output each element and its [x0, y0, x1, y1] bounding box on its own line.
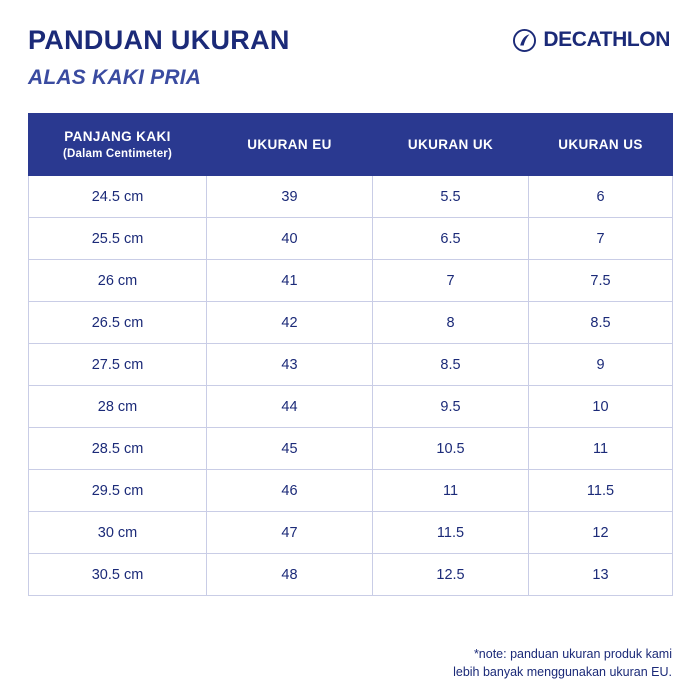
cell-us: 7.5 [529, 260, 673, 302]
column-header-line1: UKURAN US [558, 137, 643, 153]
column-header-uk [373, 114, 529, 176]
footnote-line-2: lebih banyak menggunakan ukuran EU. [453, 665, 672, 680]
cell-uk: 7 [373, 260, 529, 302]
decathlon-logo-icon [513, 29, 536, 52]
table-row [29, 302, 673, 344]
cell-us: 10 [529, 386, 673, 428]
cell-uk: 11.5 [373, 512, 529, 554]
table-row [29, 218, 673, 260]
cell-eu: 46 [207, 470, 373, 512]
column-header-us [529, 114, 673, 176]
cell-foot-length: 29.5 cm [29, 470, 207, 512]
cell-eu: 40 [207, 218, 373, 260]
cell-eu: 43 [207, 344, 373, 386]
cell-foot-length: 25.5 cm [29, 218, 207, 260]
cell-eu: 42 [207, 302, 373, 344]
cell-foot-length: 27.5 cm [29, 344, 207, 386]
cell-us: 9 [529, 344, 673, 386]
column-header-line1: UKURAN UK [407, 137, 494, 153]
cell-foot-length: 30.5 cm [29, 554, 207, 596]
brand-name: DECATHLON [543, 28, 670, 51]
cell-uk: 11 [373, 470, 529, 512]
cell-us: 12 [529, 512, 673, 554]
cell-eu: 45 [207, 428, 373, 470]
cell-uk: 12.5 [373, 554, 529, 596]
column-header-line1: PANJANG KAKI [64, 129, 171, 145]
cell-eu: 41 [207, 260, 373, 302]
cell-uk: 9.5 [373, 386, 529, 428]
footnote [453, 645, 672, 683]
cell-uk: 10.5 [373, 428, 529, 470]
table-row [29, 344, 673, 386]
column-header-line1: UKURAN EU [247, 137, 332, 153]
size-chart-table [28, 113, 673, 596]
table-row [29, 428, 673, 470]
page-title: PANDUAN UKURAN [28, 25, 290, 55]
cell-eu: 47 [207, 512, 373, 554]
cell-foot-length: 30 cm [29, 512, 207, 554]
cell-us: 11 [529, 428, 673, 470]
cell-foot-length: 26 cm [29, 260, 207, 302]
table-header-row [29, 114, 673, 176]
cell-foot-length: 28 cm [29, 386, 207, 428]
cell-eu: 44 [207, 386, 373, 428]
cell-foot-length: 28.5 cm [29, 428, 207, 470]
column-header-line2: (Dalam Centimeter) [62, 148, 173, 161]
cell-us: 11.5 [529, 470, 673, 512]
cell-us: 6 [529, 176, 673, 218]
page-subtitle: ALAS KAKI PRIA [28, 66, 202, 90]
table-row [29, 386, 673, 428]
cell-uk: 5.5 [373, 176, 529, 218]
cell-us: 13 [529, 554, 673, 596]
table-row [29, 512, 673, 554]
cell-foot-length: 24.5 cm [29, 176, 207, 218]
cell-uk: 8 [373, 302, 529, 344]
cell-us: 7 [529, 218, 673, 260]
brand-logo [513, 28, 672, 52]
table-row [29, 554, 673, 596]
title-block [28, 26, 290, 89]
column-header-foot-length [29, 114, 207, 176]
cell-uk: 8.5 [373, 344, 529, 386]
cell-eu: 48 [207, 554, 373, 596]
cell-uk: 6.5 [373, 218, 529, 260]
table-row [29, 176, 673, 218]
column-header-eu [207, 114, 373, 176]
table-row [29, 260, 673, 302]
cell-foot-length: 26.5 cm [29, 302, 207, 344]
page-header [28, 26, 672, 89]
cell-eu: 39 [207, 176, 373, 218]
cell-us: 8.5 [529, 302, 673, 344]
table-row [29, 470, 673, 512]
footnote-line-1: *note: panduan ukuran produk kami [473, 646, 672, 661]
